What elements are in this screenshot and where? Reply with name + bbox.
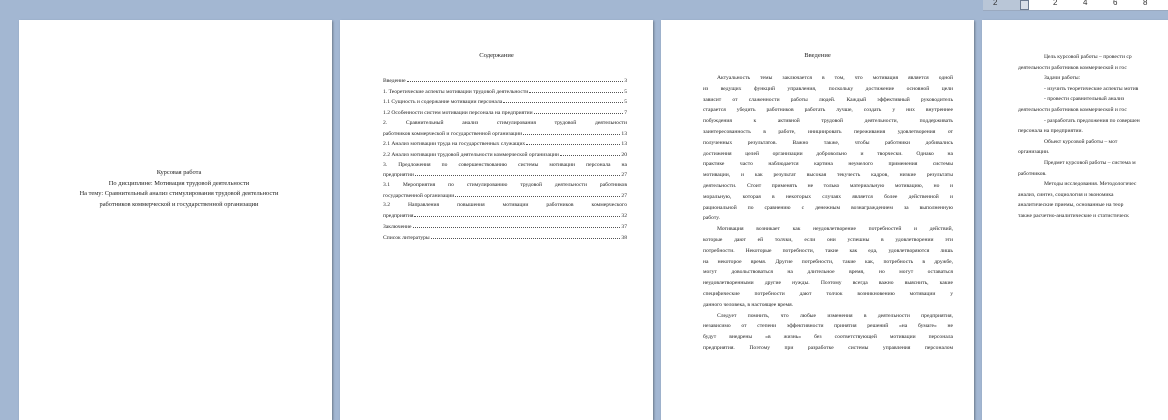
intro-text-line: предприятия. Поэтому при разработке системы управления персоналом (703, 344, 953, 351)
ruler-margin-area (983, 0, 1025, 10)
toc-page-number: 13 (621, 141, 627, 148)
toc-leader-dots (529, 87, 623, 93)
toc-entry-text: 1.1 Сущность и содержание мотивации персонала (383, 99, 503, 106)
toc-entry-text: Заключение (383, 223, 412, 230)
title-line: По дисциплине: Мотивация трудовой деятельности (108, 179, 250, 187)
toc-entry-first-line[interactable]: 3.1 Мероприятия по стимулированию трудовой деятельности работников (383, 182, 627, 189)
toc-entry[interactable] (383, 170, 627, 181)
toc-entry[interactable] (383, 150, 627, 161)
goals-text-line: Методы исследования. Методологичес (1044, 181, 1137, 188)
toc-entry[interactable] (383, 233, 627, 244)
ruler-tick: 8 (1143, 0, 1148, 7)
toc-entry-first-line[interactable]: 3. Предложения по совершенствованию системы мотивации персонала на (383, 161, 627, 168)
toc-entry-text: предприятии (383, 172, 414, 179)
toc-entry-first-line[interactable]: 3.2 Направления повышения мотивации работников коммерческого (383, 202, 627, 209)
intro-text-line: из ведущих функций управления, поскольку достижение основной цели (703, 85, 953, 92)
intro-text-line: специфические потребности дают толчок возникновению мотивации у (703, 290, 953, 297)
toc-leader-dots (560, 150, 620, 156)
goals-text-line: также расчетно-аналитические и статистическ (1018, 212, 1129, 219)
toc-entry-text: государственной организации (383, 192, 455, 199)
toc-leader-dots (526, 139, 620, 145)
toc-list (383, 76, 627, 243)
intro-text-line: независимо от степени эффективности принятия решений «на бумаге» не (703, 323, 953, 330)
toc-leader-dots (503, 97, 623, 103)
intro-text-line: Мотивация возникает как неудовлетворение потребностей и действий, (717, 226, 953, 233)
indent-marker[interactable] (1020, 0, 1029, 10)
intro-body (703, 73, 953, 354)
toc-entry-text: 2.2 Анализ мотивации трудовой деятельности коммерческой организации (383, 151, 559, 158)
intro-text-line: работу. (703, 215, 720, 222)
page-goals[interactable] (982, 20, 1168, 420)
goals-body (1018, 52, 1168, 222)
intro-text-line: которые дают ей толчки, если они успешны в удовлетворении эти (703, 236, 953, 243)
goals-text-line: - провести сравнительный анализ (1044, 96, 1125, 103)
toc-entry[interactable] (383, 139, 627, 150)
page-title-page[interactable] (19, 20, 332, 420)
toc-entry[interactable] (383, 191, 627, 202)
toc-page-number: 32 (621, 213, 627, 220)
toc-entry[interactable] (383, 211, 627, 222)
title-line: работников коммерческой и государственной организации (99, 200, 259, 208)
toc-page-number: 13 (621, 130, 627, 137)
toc-entry-text: Введение (383, 78, 406, 84)
page-introduction[interactable] (661, 20, 974, 420)
intro-heading: Введение (804, 52, 831, 59)
toc-leader-dots (407, 76, 624, 82)
intro-text-line: неудовлетворенными другие нужды. Поэтому всегда важно выяснить, какие (703, 280, 953, 287)
goals-text-line: - разработать предложения по совершен (1044, 117, 1140, 124)
goals-text-line: Объект курсовой работы – мот (1044, 138, 1118, 145)
goals-text-line: анализ, синтез, социология и экономика (1018, 191, 1114, 198)
ruler-tick: 2 (1053, 0, 1058, 7)
goals-text-line: Предмет курсовой работы – система м (1044, 159, 1136, 166)
intro-text-line: Следует помнить, что любые изменения в деятельности предприятия, (717, 312, 953, 319)
intro-text-line: будут внедрены «в жизнь» без соответствующей мотивации персонала (703, 334, 953, 341)
toc-page-number: 37 (621, 223, 627, 230)
goals-text-line: Цель курсовой работы – провести ср (1044, 54, 1132, 60)
toc-entry[interactable] (383, 76, 627, 87)
intro-text-line: моральную, которая в некоторых случаях является более действенной и (703, 193, 953, 200)
goals-text-line: персонала на предприятии. (1018, 128, 1083, 135)
toc-leader-dots (414, 211, 620, 217)
title-block (59, 168, 299, 210)
intro-text-line: практике часто наблюдается картина неумелого применения системы (703, 161, 953, 168)
intro-text-line: достижения целей организации добровольно и творчески. Однако на (703, 150, 953, 157)
intro-text-line: Актуальность темы заключается в том, что мотивация является одной (717, 75, 953, 81)
goals-text-line: - изучить теоретические аспекты мотив (1044, 85, 1139, 92)
ruler-tick: 2 (993, 0, 998, 7)
intro-text-line: старается убедить работников работать лучше, создать у них внутреннее (703, 107, 953, 114)
goals-text-line: организации. (1018, 149, 1050, 156)
ruler-tick: 4 (1083, 0, 1088, 7)
title-line: Курсовая работа (156, 169, 202, 176)
toc-entry-first-line[interactable]: 2. Сравнительный анализ стимулирования трудовой деятельности (383, 119, 627, 126)
toc-leader-dots (455, 191, 620, 197)
toc-leader-dots (534, 108, 624, 114)
toc-entry-text: работников коммерческой и государственной организации (383, 130, 523, 137)
toc-entry-text: 2.1 Анализ мотивации труда на государственных служащих (383, 141, 526, 148)
title-line: На тему: Сравнительный анализ стимулирования трудовой деятельности (79, 190, 279, 197)
goals-text-line: работников. (1018, 170, 1047, 177)
ruler-tick: 6 (1113, 0, 1118, 7)
horizontal-ruler[interactable] (983, 0, 1168, 11)
toc-leader-dots (431, 233, 621, 239)
toc-page-number: 7 (624, 110, 627, 117)
toc-entry[interactable] (383, 108, 627, 119)
toc-page-number: 3 (624, 78, 627, 84)
intro-text-line: деятельности. Стоит применять не только материальную мотивацию, но и (703, 182, 953, 189)
toc-page-number: 27 (621, 172, 627, 179)
toc-entry-text: предприятия (383, 213, 414, 220)
intro-text-line: на некоторое время. Другие потребности, такие как, потребность в дружбе, (703, 258, 953, 265)
toc-page-number: 27 (621, 192, 627, 199)
goals-text-line: Задачи работы: (1044, 75, 1081, 82)
toc-leader-dots (415, 170, 621, 176)
intro-text-line: мотивации, и как результат высокая текучесть кадров, низкие результаты (703, 172, 953, 179)
toc-entry[interactable] (383, 129, 627, 140)
intro-text-line: данного человека, в настоящее время. (703, 301, 794, 308)
page-table-of-contents[interactable] (340, 20, 653, 420)
toc-heading: Содержание (479, 52, 514, 59)
toc-page-number: 5 (624, 99, 627, 106)
toc-entry-text: 1. Теоретические аспекты мотивации трудовой деятельности (383, 88, 529, 95)
intro-text-line: могут довольствоваться на длительное время, но могут оставаться (703, 269, 953, 276)
toc-entry-text: 1.2 Особенности систем мотивации персонала на предприятии (383, 110, 533, 117)
intro-text-line: побуждения к активной трудовой деятельности, поддерживать (703, 118, 953, 125)
goals-text-line: деятельности работников коммерческой и гос (1018, 106, 1127, 113)
toc-entry[interactable] (383, 97, 627, 108)
toc-entry[interactable] (383, 222, 627, 233)
intro-text-line: потребности. Некоторые потребности, такие как еда, удовлетворяются лишь (703, 247, 953, 254)
intro-text-line: рациональной по сравнению с денежным вознаграждением за выполненную (703, 204, 953, 211)
toc-entry-text: Список литературы (383, 234, 430, 241)
toc-entry[interactable] (383, 87, 627, 98)
intro-text-line: зависит от слаженности работы людей. Каждый эффективный руководитель (703, 96, 953, 103)
goals-text-line: деятельности работников коммерческой и гос (1018, 64, 1127, 71)
toc-leader-dots (413, 222, 621, 228)
intro-text-line: полученных результатов. Важно также, чтобы работники добивались (703, 139, 953, 146)
goals-text-line: аналитические приемы, основанные на теор (1018, 202, 1124, 209)
toc-leader-dots (523, 129, 620, 135)
toc-page-number: 20 (621, 151, 627, 158)
toc-page-number: 5 (624, 88, 627, 95)
toc-page-number: 38 (621, 234, 627, 241)
intro-text-line: заинтересованность в работе, инициировать переживания удовлетворения от (703, 128, 953, 135)
